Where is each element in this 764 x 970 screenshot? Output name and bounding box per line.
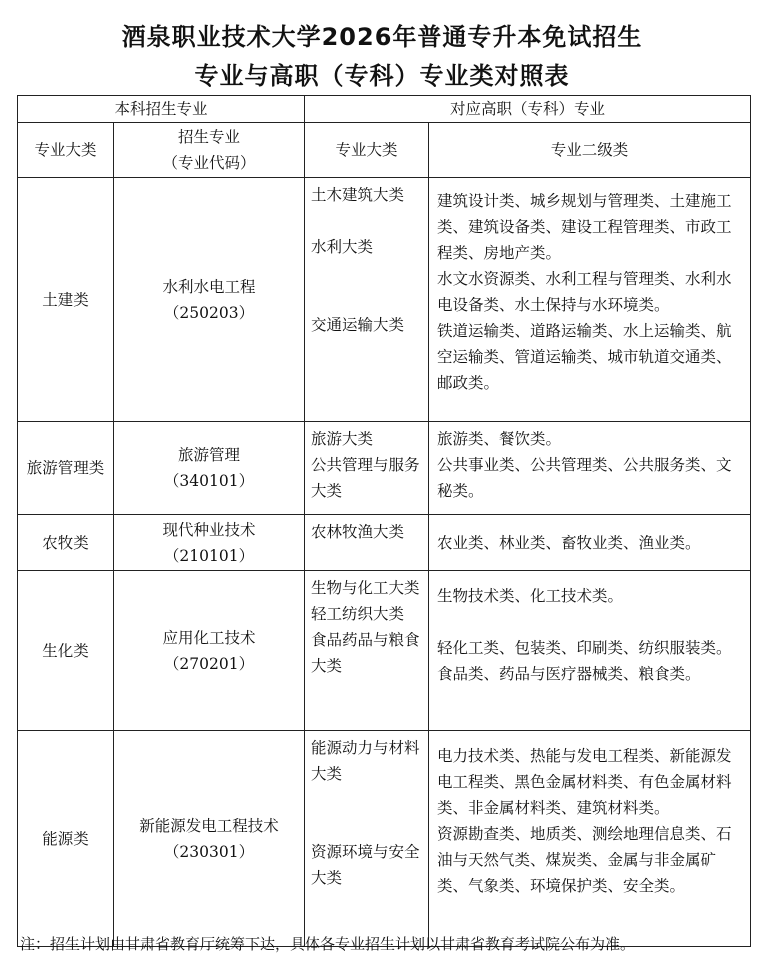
vocational-major: 生物与化工大类	[311, 579, 420, 597]
vocational-major-cell	[305, 515, 429, 571]
subcategory-text: 水文水资源类、水利工程与管理类、水利水电设备类、水土保持与水环境类。	[437, 270, 732, 314]
footnote: 注：招生计划由甘肃省教育厅统筹下达，具体各专业招生计划以甘肃省教育考试院公布为准。	[20, 935, 636, 953]
document-title-line1: 酒泉职业技术大学2026年普通专升本免试招生	[121, 23, 643, 51]
header-subcategory: 专业二级类	[429, 123, 751, 178]
major-name: 应用化工技术	[162, 628, 256, 647]
subcategory-text: 建筑设计类、城乡规划与管理类、土建施工类、建筑设备类、建设工程管理类、市政工程类、房地产类。	[437, 192, 732, 262]
major-name: 新能源发电工程技术	[139, 816, 279, 835]
major-cell	[114, 422, 305, 515]
category-cell: 土建类	[18, 178, 114, 422]
vocational-major: 交通运输大类	[311, 316, 405, 334]
document-title-line2: 专业与高职（专科）专业类对照表	[194, 62, 570, 90]
header-major-code-label: （专业代码）	[162, 154, 256, 172]
vocational-major: 公共管理与服务大类	[311, 456, 420, 500]
major-cell	[114, 178, 305, 422]
vocational-major: 旅游大类	[311, 430, 374, 448]
vocational-major: 农林牧渔大类	[311, 523, 405, 541]
header-vocational-group: 对应高职（专科）专业	[305, 96, 751, 123]
table-row	[18, 422, 751, 515]
table-row	[18, 731, 751, 947]
header-category: 专业大类	[18, 123, 114, 178]
subcategory-text: 铁道运输类、道路运输类、水上运输类、航空运输类、管道运输类、城市轨道交通类、邮政类。	[437, 322, 732, 392]
vocational-major-cell	[305, 422, 429, 515]
subcategory-text: 旅游类、餐饮类。	[437, 430, 562, 448]
header-major-label: 招生专业	[178, 128, 241, 146]
vocational-major-cell	[305, 731, 429, 947]
vocational-major: 水利大类	[311, 238, 374, 256]
subcategory-cell	[429, 731, 751, 947]
vocational-major: 轻工纺织大类	[311, 605, 405, 623]
subcategory-cell	[429, 515, 751, 571]
subcategory-text: 电力技术类、热能与发电工程类、新能源发电工程类、黑色金属材料类、有色金属材料类、非金属材料类、建筑材料类。	[437, 747, 732, 817]
vocational-major: 土木建筑大类	[311, 186, 405, 204]
vocational-major-cell	[305, 178, 429, 422]
vocational-major: 食品药品与粮食大类	[311, 631, 420, 675]
major-code: （270201）	[163, 654, 255, 673]
major-code: （210101）	[163, 546, 255, 565]
vocational-major: 资源环境与安全大类	[311, 843, 420, 887]
major-cell	[114, 731, 305, 947]
major-code: （250203）	[163, 303, 255, 322]
table-row	[18, 515, 751, 571]
major-code: （230301）	[163, 842, 255, 861]
major-code: （340101）	[163, 472, 255, 490]
major-cell	[114, 515, 305, 571]
table-row	[18, 178, 751, 422]
subcategory-text: 食品类、药品与医疗器械类、粮食类。	[437, 665, 701, 683]
subcategory-cell	[429, 422, 751, 515]
subcategory-text: 轻化工类、包装类、印刷类、纺织服装类。	[437, 639, 732, 657]
subcategory-text: 公共事业类、公共管理类、公共服务类、文秘类。	[437, 456, 732, 500]
category-cell: 生化类	[18, 571, 114, 731]
category-cell: 农牧类	[18, 515, 114, 571]
category-cell: 能源类	[18, 731, 114, 947]
mapping-table	[17, 95, 751, 947]
subcategory-text: 资源勘查类、地质类、测绘地理信息类、石油与天然气类、煤炭类、金属与非金属矿类、气象类、环境保护类、安全类。	[437, 825, 732, 895]
header-undergrad-group: 本科招生专业	[18, 96, 305, 123]
header-vocational-category: 专业大类	[305, 123, 429, 178]
major-name: 旅游管理	[178, 446, 241, 464]
subcategory-text: 农业类、林业类、畜牧业类、渔业类。	[437, 533, 701, 552]
subcategory-cell	[429, 571, 751, 731]
vocational-major-cell	[305, 571, 429, 731]
subcategory-text: 生物技术类、化工技术类。	[437, 587, 624, 605]
subcategory-cell	[429, 178, 751, 422]
header-major	[114, 123, 305, 178]
major-cell	[114, 571, 305, 731]
category-cell: 旅游管理类	[18, 422, 114, 515]
major-name: 水利水电工程	[162, 277, 256, 296]
vocational-major: 能源动力与材料大类	[311, 739, 420, 783]
table-row	[18, 571, 751, 731]
major-name: 现代种业技术	[162, 520, 256, 539]
